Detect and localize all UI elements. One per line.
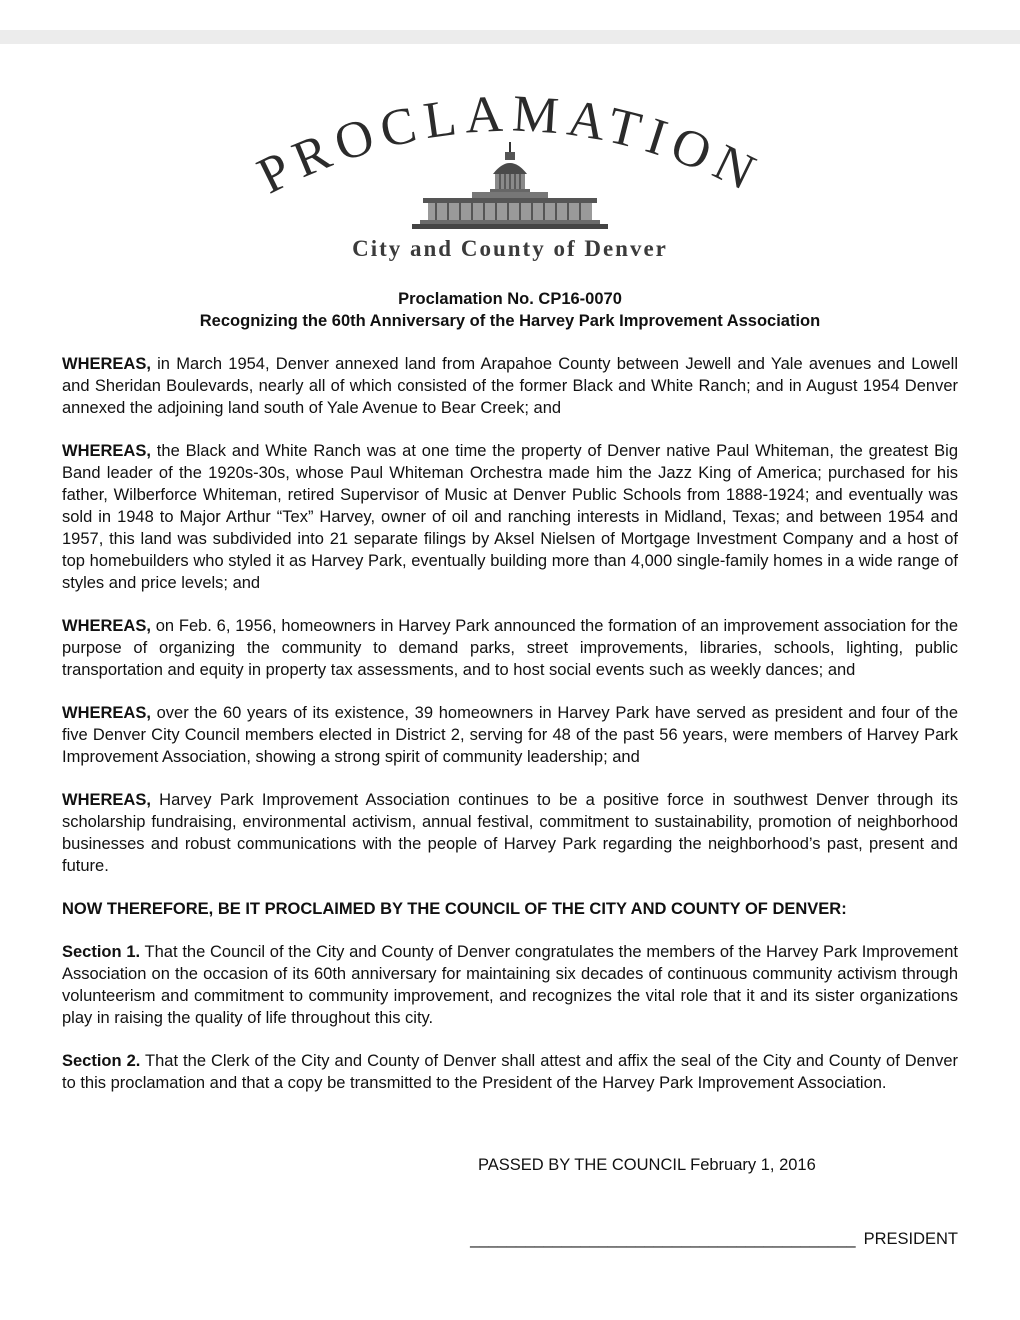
section-1-paragraph xyxy=(62,941,958,1029)
paragraph-text: on Feb. 6, 1956, homeowners in Harvey Park announced the formation of an improvement association for the purpose of organizing the community to demand parks, street improvements, libraries, schools, lighting, public transportation and equity in property tax assessments, and to host social events such as weekly dances; and xyxy=(62,617,958,679)
paragraph-text: That the Council of the City and County of Denver congratulates the members of the Harvey Park Improvement Association on the occasion of its 60th anniversary for maintaining six decades of continuous community activism through volunteerism and commitment to community improvement, and recognizes the vital role that it and its sister organizations play in raising the quality of life throughout this city. xyxy=(62,943,958,1027)
logo-caption: City and County of Denver xyxy=(352,236,668,261)
document-title xyxy=(62,288,958,332)
whereas-lead: WHEREAS, xyxy=(62,617,151,635)
whereas-lead: WHEREAS, xyxy=(62,704,151,722)
whereas-lead: WHEREAS, xyxy=(62,442,151,460)
whereas-lead: WHEREAS, xyxy=(62,791,151,809)
paragraph-text: over the 60 years of its existence, 39 homeowners in Harvey Park have served as president and four of the five Denver City Council members elected in District 2, serving for 48 of the past 56 years, were members of Harvey Park Improvement Association, showing a strong spirit of community leadership; and xyxy=(62,704,958,766)
whereas-paragraph-3 xyxy=(62,615,958,681)
document-header-logo xyxy=(62,56,958,260)
signature-title: PRESIDENT xyxy=(863,1230,958,1248)
paragraph-text: the Black and White Ranch was at one time the property of Denver native Paul Whiteman, the greatest Big Band leader of the 1920s-30s, whose Paul Whiteman Orchestra made him the Jazz King of America; purchased for his father, Wilberforce Whiteman, retired Supervisor of Music at Denver Public Schools from 1888-1924; and eventually was sold in 1948 to Major Arthur “Tex” Harvey, owner of oil and ranching interests in Midland, Texas; and between 1954 and 1957, this land was subdivided into 21 separate filings by Aksel Nielsen of Mortgage Investment Company and a host of top homebuilders who styled it as Harvey Park, eventually building more than 4,000 single-family homes in a wide range of styles and price levels; and xyxy=(62,442,958,592)
paragraph-text: in March 1954, Denver annexed land from Arapahoe County between Jewell and Yale avenues and Lowell and Sheridan Boulevards, nearly all of which consisted of the former Black and White Ranch; and in August 1954 Denver annexed the adjoining land south of Yale Avenue to Bear Creek; and xyxy=(62,355,958,417)
signature-block xyxy=(62,1228,958,1250)
section-lead: Section 2. xyxy=(62,1052,141,1070)
city-county-building-icon xyxy=(412,142,608,229)
paragraph-text: Harvey Park Improvement Association continues to be a positive force in southwest Denver through its scholarship fundraising, environmental activism, annual festival, commitment to sustainability, promotion of neighborhood businesses and robust communications with the people of Harvey Park regarding the neighborhood’s past, present and future. xyxy=(62,791,958,875)
whereas-paragraph-1 xyxy=(62,353,958,419)
proclamation-arched-text: PROCLAMATION xyxy=(249,85,771,206)
whereas-paragraph-2 xyxy=(62,440,958,594)
whereas-paragraph-5 xyxy=(62,789,958,877)
paragraph-text: That the Clerk of the City and County of Denver shall attest and affix the seal of the City and County of Denver to this proclamation and that a copy be transmitted to the President of the Harvey Park Improvement Association. xyxy=(62,1052,958,1092)
proclamation-subject: Recognizing the 60th Anniversary of the Harvey Park Improvement Association xyxy=(199,312,821,330)
whereas-lead: WHEREAS, xyxy=(62,355,151,373)
passed-by-council-line: PASSED BY THE COUNCIL February 1, 2016 xyxy=(478,1156,816,1174)
section-2-paragraph xyxy=(62,1050,958,1094)
proclamation-logo-graphic xyxy=(210,56,810,234)
whereas-paragraph-4 xyxy=(62,702,958,768)
proclaim-statement: NOW THEREFORE, BE IT PROCLAIMED BY THE COUNCIL OF THE CITY AND COUNTY OF DENVER: xyxy=(62,900,847,918)
proclamation-number: Proclamation No. CP16-0070 xyxy=(398,290,622,308)
section-lead: Section 1. xyxy=(62,943,141,961)
signature-line: __________________________________________ xyxy=(470,1230,856,1248)
page-top-shading xyxy=(0,30,1020,44)
